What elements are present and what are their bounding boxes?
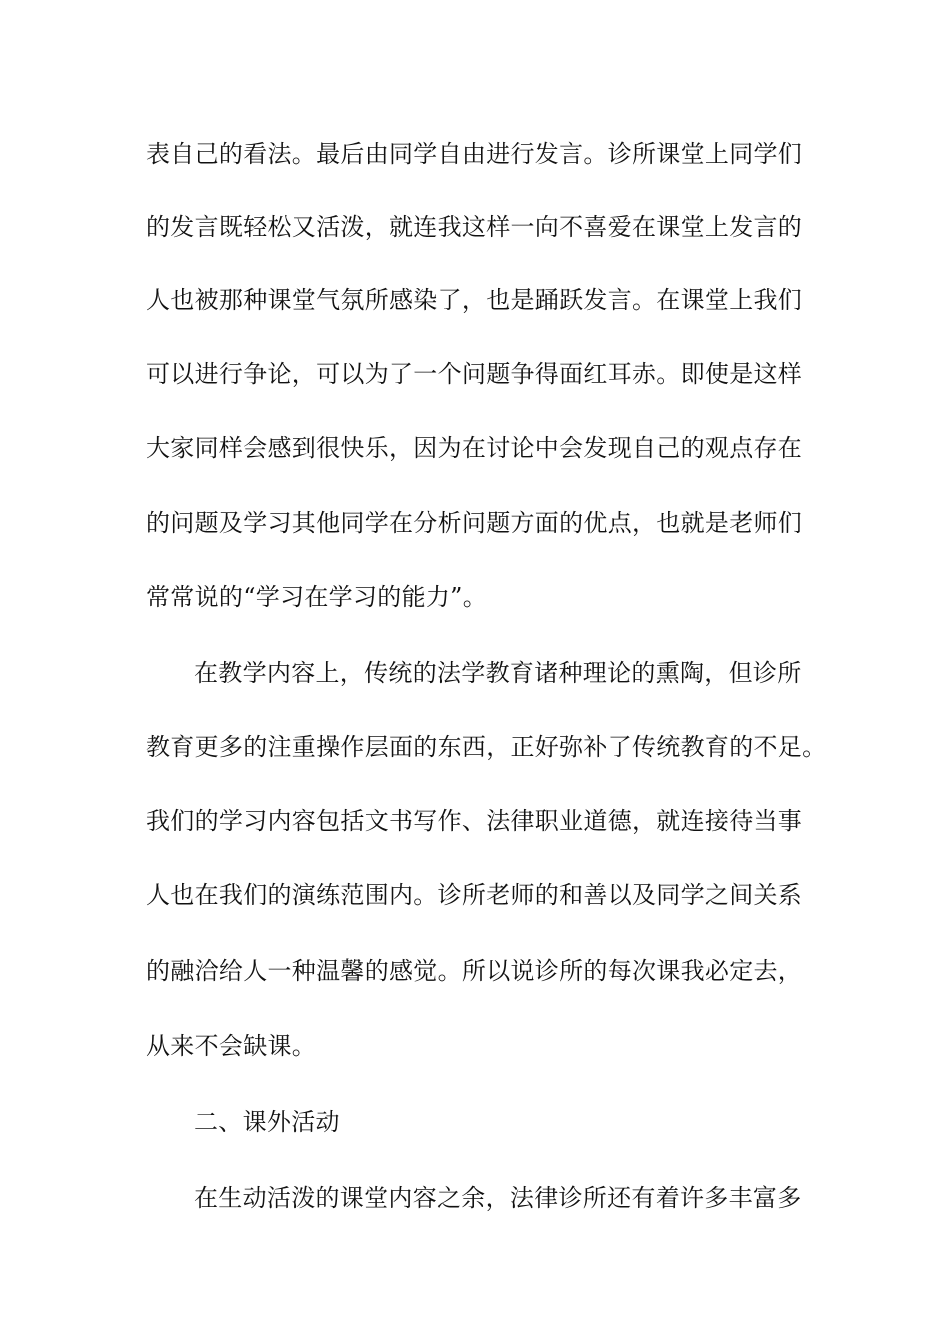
paragraph-line: 从来不会缺课。 [146,1032,317,1060]
section-heading: 二、课外活动 [194,1108,340,1136]
paragraph-line: 的发言既轻松又活泼，就连我这样一向不喜爱在课堂上发言的 [146,213,803,241]
paragraph-line: 我们的学习内容包括文书写作、法律职业道德，就连接待当事 [146,807,803,835]
paragraph-line: 可以进行争论，可以为了一个问题争得面红耳赤。即使是这样 [146,360,803,388]
paragraph-line: 表自己的看法。最后由同学自由进行发言。诊所课堂上同学们 [146,140,803,168]
paragraph-line: 的融洽给人一种温馨的感觉。所以说诊所的每次课我必定去， [146,957,803,985]
paragraph-line: 在生动活泼的课堂内容之余，法律诊所还有着许多丰富多 [194,1184,802,1212]
paragraph-line: 在教学内容上，传统的法学教育诸种理论的熏陶，但诊所 [194,659,802,687]
paragraph-line: 人也被那种课堂气氛所感染了，也是踊跃发言。在课堂上我们 [146,286,803,314]
paragraph-line: 人也在我们的演练范围内。诊所老师的和善以及同学之间关系 [146,881,803,909]
paragraph-line: 常常说的“学习在学习的能力”。 [146,583,488,611]
paragraph-line: 的问题及学习其他同学在分析问题方面的优点，也就是老师们 [146,509,803,537]
paragraph-line: 教育更多的注重操作层面的东西，正好弥补了传统教育的不足。 [146,733,827,761]
paragraph-line: 大家同样会感到很快乐，因为在讨论中会发现自己的观点存在 [146,434,803,462]
